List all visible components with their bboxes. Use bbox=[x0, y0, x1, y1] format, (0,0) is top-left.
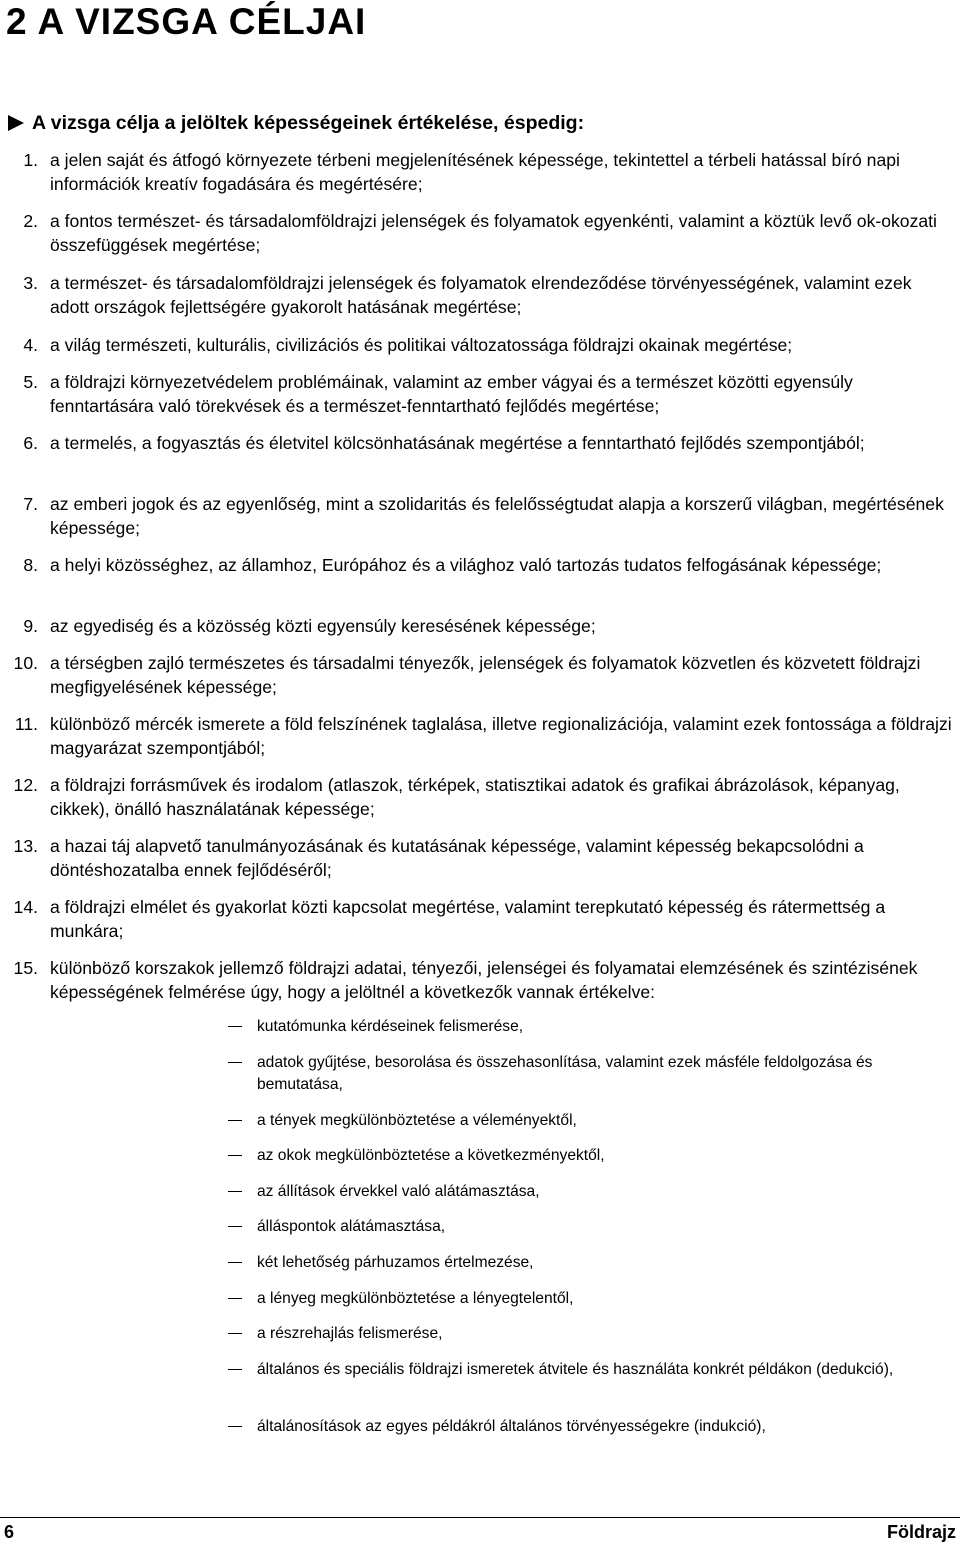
item-text: a világ természeti, kulturális, civilizációs és politikai változatossága földrajzi okainak megértése; bbox=[50, 335, 793, 355]
item-text: az emberi jogok és az egyenlőség, mint a szolidaritás és felelősségtudat alapja a korszerű világban, megértésének képessége; bbox=[50, 494, 944, 538]
dash-bullet-icon bbox=[228, 1333, 242, 1334]
item-text: az okok megkülönböztetése a következményektől, bbox=[257, 1147, 605, 1164]
page-number: 6 bbox=[4, 1522, 15, 1542]
triangle-bullet-icon bbox=[8, 115, 24, 131]
item-text: a hazai táj alapvető tanulmányozásának és kutatásának képessége, valamint képesség bekapcsolódni a döntéshozatalba ennek fejlődéséről; bbox=[50, 836, 864, 880]
item-number: 8. bbox=[23, 555, 38, 575]
item-number: 11. bbox=[14, 714, 38, 734]
item-number: 14. bbox=[13, 897, 38, 917]
item-number: 2. bbox=[23, 211, 38, 231]
dash-bullet-icon bbox=[228, 1062, 242, 1063]
item-text: a jelen saját és átfogó környezete térbeni megjelenítésének képessége, tekintettel a térbeli hatással bíró napi információk kreatív fogadására és megértésére; bbox=[50, 150, 900, 194]
item-number: 13. bbox=[13, 836, 38, 856]
item-text: az állítások érvekkel való alátámasztása, bbox=[257, 1183, 540, 1200]
item-text: különböző mércék ismerete a föld felszínének taglalása, illetve regionalizációja, valamint ezek fontossága a földrajzi magyarázat szempontjából; bbox=[50, 714, 952, 758]
dash-bullet-icon bbox=[228, 1155, 242, 1156]
item-number: 1. bbox=[23, 150, 38, 170]
item-text: a tények megkülönböztetése a véleményektől, bbox=[257, 1112, 577, 1129]
item-text: kutatómunka kérdéseinek felismerése, bbox=[257, 1018, 524, 1035]
item-text: a térségben zajló természetes és társadalmi tényezők, jelenségek és folyamatok közvetlen és közvetett földrajzi megfigyelésének képessége; bbox=[50, 653, 921, 697]
dash-bullet-icon bbox=[228, 1191, 242, 1192]
item-number: 3. bbox=[23, 273, 38, 293]
page-title: 2 A VIZSGA CÉLJAI bbox=[6, 1, 367, 42]
item-number: 4. bbox=[23, 335, 38, 355]
intro-text: A vizsga célja a jelöltek képességeinek értékelése, éspedig: bbox=[32, 112, 585, 134]
item-number: 5. bbox=[23, 372, 38, 392]
footer-divider bbox=[0, 1517, 960, 1518]
dash-bullet-icon bbox=[228, 1120, 242, 1121]
dash-bullet-icon bbox=[228, 1369, 242, 1370]
item-text: általános és speciális földrajzi ismeretek átvitele és használáta konkrét példákon (dedukció), bbox=[257, 1361, 894, 1378]
item-text: az egyediség és a közösség közti egyensúly keresésének képessége; bbox=[50, 616, 596, 636]
dash-bullet-icon bbox=[228, 1426, 242, 1427]
item-number: 9. bbox=[23, 616, 38, 636]
intro-heading bbox=[8, 111, 584, 135]
dash-bullet-icon bbox=[228, 1026, 242, 1027]
item-text: két lehetőség párhuzamos értelmezése, bbox=[257, 1254, 534, 1271]
item-text: a földrajzi elmélet és gyakorlat közti kapcsolat megértése, valamint terepkutató képesség és rátermettség a munkára; bbox=[50, 897, 886, 941]
item-text: álláspontok alátámasztása, bbox=[257, 1218, 446, 1235]
dash-bullet-icon bbox=[228, 1298, 242, 1299]
item-text: a helyi közösséghez, az államhoz, Európához és a világhoz való tartozás tudatos felfogásának képessége; bbox=[50, 555, 882, 575]
item-text: a lényeg megkülönböztetése a lényegtelentől, bbox=[257, 1290, 574, 1307]
item-text: különböző korszakok jellemző földrajzi adatai, tényezői, jelenségei és folyamatai elemzésének és szintézisének képességének felmérése úgy, hogy a jelöltnél a következők vannak értékelve: bbox=[50, 958, 918, 1002]
item-number: 7. bbox=[23, 494, 38, 514]
item-text: a természet- és társadalomföldrajzi jelenségek és folyamatok elrendeződése törvényességének, valamint ezek adott országok fejlettségére gyakorolt hatásának megértése; bbox=[50, 273, 912, 317]
dash-bullet-icon bbox=[228, 1262, 242, 1263]
dash-bullet-icon bbox=[228, 1226, 242, 1227]
subject-name: Földrajz bbox=[886, 1522, 956, 1542]
page-footer bbox=[0, 1517, 960, 1545]
item-number: 10. bbox=[13, 653, 38, 673]
item-number: 6. bbox=[23, 433, 38, 453]
item-text: a termelés, a fogyasztás és életvitel kölcsönhatásának megértése a fenntartható fejlődés szempontjából; bbox=[50, 433, 865, 453]
item-text: a földrajzi környezetvédelem problémáinak, valamint az ember vágyai és a természet közötti egyensúly fenntartására való törekvések és a természet-fenntartható fejlődés megértése; bbox=[50, 372, 853, 416]
item-text: adatok gyűjtése, besorolása és összehasonlítása, valamint ezek másféle feldolgozása és bemutatása, bbox=[257, 1054, 873, 1093]
item-text: általánosítások az egyes példákról általános törvényességekre (indukció), bbox=[257, 1418, 766, 1435]
item-number: 15. bbox=[13, 958, 38, 978]
item-text: a részrehajlás felismerése, bbox=[257, 1325, 443, 1342]
item-number: 12. bbox=[13, 775, 38, 795]
item-text: a fontos természet- és társadalomföldrajzi jelenségek és folyamatok egyenkénti, valamint a köztük levő ok-okozati összefüggések megértése; bbox=[50, 211, 937, 255]
item-text: a földrajzi forrásművek és irodalom (atlaszok, térképek, statisztikai adatok és grafikai ábrázolások, képanyag, cikkek), önálló használatának képessége; bbox=[50, 775, 900, 819]
